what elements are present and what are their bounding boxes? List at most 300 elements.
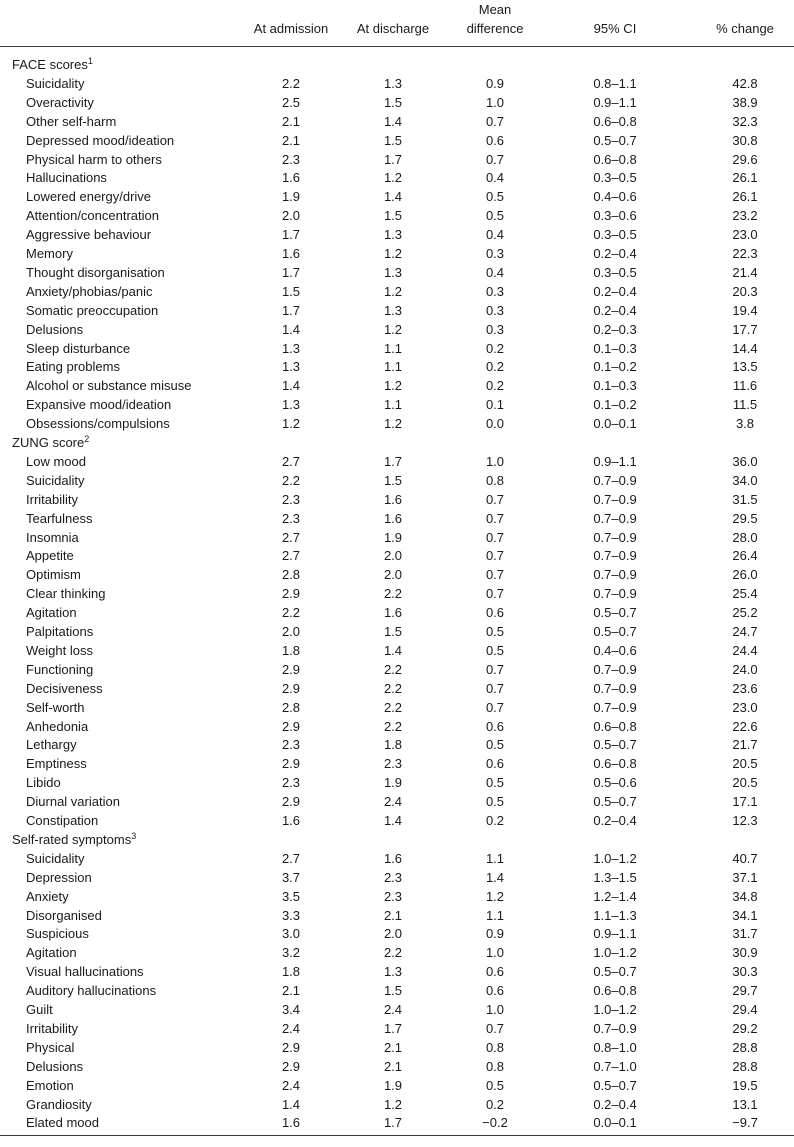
cell-mean-difference: 0.3	[485, 283, 505, 299]
row-label: Physical harm to others	[26, 151, 162, 167]
cell-at-admission: 2.9	[281, 718, 301, 734]
cell-mean-difference: 0.7	[485, 151, 505, 167]
cell-ci: 0.7–0.9	[593, 586, 637, 602]
row-label: Elated mood	[26, 1115, 99, 1131]
row-label: Memory	[26, 246, 73, 261]
cell-ci: 0.5–0.7	[593, 794, 637, 810]
table-row	[0, 320, 794, 339]
table-row	[0, 849, 794, 868]
cell-mean-difference: 0.6	[485, 983, 505, 999]
cell-pct-change: 20.3	[732, 283, 758, 299]
cell-at-admission: 2.1	[281, 113, 301, 129]
table-row	[0, 868, 794, 887]
cell-mean-difference: 1.2	[485, 888, 505, 904]
cell-ci: 0.7–0.9	[593, 567, 637, 583]
table-row	[0, 206, 794, 225]
cell-at-discharge: 2.1	[383, 907, 403, 923]
cell-at-admission: 2.1	[281, 132, 301, 148]
table-row	[0, 943, 794, 962]
cell-at-discharge: 1.6	[383, 605, 403, 621]
cell-at-admission: 3.7	[281, 869, 301, 885]
cell-mean-difference: 0.7	[485, 510, 505, 526]
cell-pct-change: 31.7	[732, 926, 758, 942]
table-header	[0, 0, 794, 46]
cell-mean-difference: 0.7	[485, 529, 505, 545]
cell-at-discharge: 1.3	[383, 302, 403, 318]
cell-ci: 0.5–0.7	[593, 132, 637, 148]
row-label: Palpitations	[26, 624, 94, 639]
cell-at-discharge: 2.3	[383, 869, 403, 885]
cell-ci: 0.2–0.4	[593, 283, 637, 299]
row-label: Delusions	[26, 321, 84, 337]
cell-at-admission: 2.9	[281, 680, 301, 696]
cell-ci: 0.3–0.6	[593, 208, 637, 224]
cell-pct-change: 26.1	[732, 170, 758, 186]
cell-at-discharge: 1.7	[383, 1020, 403, 1036]
cell-at-discharge: 2.0	[383, 926, 403, 942]
cell-pct-change: 34.8	[732, 888, 758, 904]
cell-pct-change: 22.3	[732, 246, 758, 261]
row-label: Overactivity	[26, 94, 94, 110]
section-row	[0, 433, 794, 452]
cell-pct-change: 19.4	[732, 302, 758, 318]
cell-mean-difference: 0.8	[485, 1058, 505, 1074]
cell-mean-difference: 0.6	[485, 756, 505, 772]
table-row	[0, 565, 794, 584]
cell-mean-difference: 1.1	[485, 850, 505, 866]
footnote-marker: 3	[131, 830, 137, 841]
cell-mean-difference: 0.9	[485, 926, 505, 942]
cell-at-discharge: 1.1	[383, 340, 403, 356]
cell-at-discharge: 1.2	[383, 378, 403, 394]
cell-at-admission: 1.4	[281, 378, 301, 394]
cell-ci: 0.6–0.8	[593, 718, 637, 734]
table-row	[0, 93, 794, 112]
cell-pct-change: 42.8	[732, 75, 758, 91]
cell-mean-difference: 0.7	[485, 1020, 505, 1036]
cell-at-admission: 2.8	[281, 567, 301, 583]
cell-mean-difference: 0.5	[485, 794, 505, 810]
cell-mean-difference: 0.5	[485, 624, 505, 639]
cell-at-discharge: 2.2	[383, 718, 403, 734]
bottom-rule	[0, 1135, 794, 1136]
row-label: Depressed mood/ideation	[26, 132, 175, 148]
row-label: Thought disorganisation	[26, 264, 165, 280]
cell-at-admission: 2.3	[281, 491, 301, 507]
cell-at-discharge: 2.2	[383, 945, 403, 961]
table-row	[0, 641, 794, 660]
cell-ci: 0.5–0.7	[593, 737, 637, 753]
cell-at-admission: 2.0	[281, 624, 301, 639]
cell-mean-difference: 0.2	[485, 359, 505, 375]
cell-pct-change: 20.5	[732, 775, 758, 791]
cell-at-discharge: 1.2	[383, 170, 403, 186]
row-label: Eating problems	[26, 359, 120, 375]
table-row	[0, 698, 794, 717]
cell-mean-difference: 0.7	[485, 661, 505, 677]
cell-ci: 0.3–0.5	[593, 227, 637, 243]
cell-mean-difference: 0.1	[485, 397, 505, 413]
row-label: Libido	[26, 775, 61, 791]
table-row	[0, 679, 794, 698]
row-label: Other self-harm	[26, 113, 117, 129]
cell-at-discharge: 2.2	[383, 661, 403, 677]
cell-ci: 0.6–0.8	[593, 756, 637, 772]
row-label: Tearfulness	[26, 510, 93, 526]
table-row	[0, 603, 794, 622]
header-ci: 95% CI	[593, 21, 637, 36]
cell-ci: 0.2–0.4	[593, 813, 637, 828]
row-label: Suicidality	[26, 850, 85, 866]
cell-pct-change: 31.5	[732, 491, 758, 507]
table-row	[0, 1019, 794, 1038]
cell-at-admission: 1.6	[281, 813, 301, 828]
cell-at-admission: 2.7	[281, 850, 301, 866]
cell-mean-difference: 0.8	[485, 1039, 505, 1055]
row-label: Irritability	[26, 491, 79, 507]
row-label: Sleep disturbance	[26, 340, 131, 356]
cell-mean-difference: 0.7	[485, 548, 505, 564]
cell-at-discharge: 1.6	[383, 510, 403, 526]
cell-at-admission: 1.7	[281, 227, 301, 243]
table-row	[0, 584, 794, 603]
cell-mean-difference: 0.7	[485, 680, 505, 696]
cell-pct-change: 26.1	[732, 189, 758, 205]
cell-ci: 1.2–1.4	[593, 888, 637, 904]
row-label: Anxiety	[26, 888, 69, 904]
cell-ci: 1.3–1.5	[593, 869, 637, 885]
cell-ci: 0.2–0.4	[593, 246, 637, 261]
cell-pct-change: 23.6	[732, 680, 758, 696]
cell-at-admission: 2.7	[281, 453, 301, 469]
cell-at-discharge: 1.5	[383, 472, 403, 488]
cell-at-admission: 2.7	[281, 529, 301, 545]
cell-pct-change: 14.4	[732, 340, 758, 356]
cell-at-discharge: 1.5	[383, 624, 403, 639]
cell-at-admission: 1.6	[281, 1115, 301, 1131]
cell-at-discharge: 1.2	[383, 246, 403, 261]
cell-pct-change: 34.0	[732, 472, 758, 488]
section-row	[0, 55, 794, 74]
cell-at-discharge: 1.7	[383, 1115, 403, 1131]
cell-at-discharge: 1.8	[383, 737, 403, 753]
cell-at-admission: 1.5	[281, 283, 301, 299]
row-label: Anhedonia	[26, 718, 89, 734]
cell-ci: 1.0–1.2	[593, 1002, 637, 1017]
cell-mean-difference: 0.7	[485, 567, 505, 583]
cell-at-admission: 2.9	[281, 1058, 301, 1074]
table-row	[0, 509, 794, 528]
section-title-text: FACE scores	[12, 57, 88, 72]
cell-mean-difference: 1.0	[485, 453, 505, 469]
cell-at-admission: 2.2	[281, 472, 301, 488]
table-row	[0, 376, 794, 395]
table-row	[0, 1038, 794, 1057]
cell-mean-difference: 0.7	[485, 113, 505, 129]
cell-at-admission: 2.9	[281, 1039, 301, 1055]
section-title	[12, 55, 93, 74]
cell-ci: 0.7–0.9	[593, 548, 637, 564]
cell-at-admission: 2.8	[281, 699, 301, 715]
table-row	[0, 1095, 794, 1114]
cell-at-admission: 3.5	[281, 888, 301, 904]
cell-at-discharge: 1.5	[383, 208, 403, 224]
cell-mean-difference: 0.0	[485, 416, 505, 432]
cell-at-admission: 3.0	[281, 926, 301, 942]
cell-pct-change: 24.7	[732, 624, 758, 639]
cell-pct-change: 26.4	[732, 548, 758, 564]
cell-at-discharge: 1.4	[383, 642, 403, 658]
cell-pct-change: 17.1	[732, 794, 758, 810]
cell-at-discharge: 1.4	[383, 113, 403, 129]
table-row	[0, 1000, 794, 1019]
cell-pct-change: 11.5	[732, 397, 758, 413]
cell-ci: 0.2–0.4	[593, 302, 637, 318]
cell-pct-change: 29.7	[732, 983, 758, 999]
cell-at-admission: 1.3	[281, 397, 301, 413]
row-label: Agitation	[26, 605, 77, 621]
cell-at-admission: 2.5	[281, 94, 301, 110]
cell-at-admission: 2.9	[281, 661, 301, 677]
table-row	[0, 490, 794, 509]
cell-mean-difference: 0.8	[485, 472, 505, 488]
cell-at-admission: 2.3	[281, 775, 301, 791]
cell-at-discharge: 1.9	[383, 529, 403, 545]
cell-pct-change: 26.0	[732, 567, 758, 583]
cell-at-admission: 1.7	[281, 264, 301, 280]
row-label: Expansive mood/ideation	[26, 397, 172, 413]
cell-mean-difference: 0.2	[485, 340, 505, 356]
cell-at-discharge: 2.0	[383, 567, 403, 583]
cell-mean-difference: 0.2	[485, 813, 505, 828]
cell-mean-difference: 0.6	[485, 132, 505, 148]
cell-at-discharge: 1.7	[383, 453, 403, 469]
cell-pct-change: 20.5	[732, 756, 758, 772]
table-row	[0, 887, 794, 906]
cell-ci: 0.0–0.1	[593, 1115, 637, 1131]
cell-mean-difference: 0.5	[485, 1077, 505, 1093]
cell-at-admission: 1.2	[281, 416, 301, 432]
cell-mean-difference: 0.4	[485, 170, 505, 186]
table-row	[0, 962, 794, 981]
cell-at-admission: 2.7	[281, 548, 301, 564]
row-label: Self-worth	[26, 699, 85, 715]
row-label: Agitation	[26, 945, 77, 961]
cell-pct-change: 11.6	[732, 378, 758, 394]
cell-pct-change: 40.7	[732, 850, 758, 866]
cell-at-discharge: 2.3	[383, 756, 403, 772]
cell-pct-change: 32.3	[732, 113, 758, 129]
cell-ci: 0.1–0.3	[593, 340, 637, 356]
cell-mean-difference: 0.5	[485, 737, 505, 753]
cell-at-admission: 1.3	[281, 359, 301, 375]
row-label: Lethargy	[26, 737, 77, 753]
table-row	[0, 244, 794, 263]
section-row	[0, 830, 794, 849]
cell-mean-difference: 1.0	[485, 945, 505, 961]
table-row	[0, 1057, 794, 1076]
cell-at-admission: 1.9	[281, 189, 301, 205]
cell-mean-difference: 0.4	[485, 227, 505, 243]
cell-at-admission: 1.6	[281, 246, 301, 261]
cell-ci: 0.4–0.6	[593, 189, 637, 205]
table-row	[0, 528, 794, 547]
cell-pct-change: 28.8	[732, 1058, 758, 1074]
header-at-discharge: At discharge	[356, 21, 430, 36]
cell-ci: 0.9–1.1	[593, 94, 637, 110]
cell-pct-change: 30.8	[732, 132, 758, 148]
cell-ci: 0.7–0.9	[593, 529, 637, 545]
cell-mean-difference: 1.4	[485, 869, 505, 885]
cell-ci: 0.4–0.6	[593, 642, 637, 658]
cell-pct-change: 22.6	[732, 718, 758, 734]
cell-ci: 0.0–0.1	[593, 416, 637, 432]
cell-pct-change: 28.0	[732, 529, 758, 545]
table-row	[0, 357, 794, 376]
cell-at-admission: 1.8	[281, 642, 301, 658]
cell-mean-difference: 0.4	[485, 264, 505, 280]
cell-mean-difference: 0.9	[485, 75, 505, 91]
cell-mean-difference: 0.6	[485, 718, 505, 734]
cell-pct-change: 12.3	[732, 813, 758, 828]
cell-ci: 0.9–1.1	[593, 926, 637, 942]
table-row	[0, 225, 794, 244]
cell-pct-change: 29.4	[732, 1002, 758, 1017]
cell-pct-change: 23.0	[732, 699, 758, 715]
row-label: Lowered energy/drive	[26, 189, 152, 205]
cell-at-admission: 1.4	[281, 321, 301, 337]
cell-at-admission: 1.3	[281, 340, 301, 356]
cell-ci: 0.7–0.9	[593, 491, 637, 507]
cell-ci: 0.6–0.8	[593, 113, 637, 129]
row-label: Suicidality	[26, 472, 85, 488]
header-mean: Mean	[478, 2, 512, 17]
cell-ci: 1.1–1.3	[593, 907, 637, 923]
cell-at-admission: 2.9	[281, 586, 301, 602]
cell-ci: 0.5–0.7	[593, 964, 637, 980]
cell-at-admission: 2.4	[281, 1077, 301, 1093]
cell-at-admission: 1.6	[281, 170, 301, 186]
row-label: Irritability	[26, 1020, 79, 1036]
cell-pct-change: 24.0	[732, 661, 758, 677]
cell-at-discharge: 1.3	[383, 264, 403, 280]
cell-ci: 1.0–1.2	[593, 850, 637, 866]
cell-pct-change: 21.4	[732, 264, 758, 280]
row-label: Clear thinking	[26, 586, 106, 602]
footnote-marker: 2	[84, 434, 90, 444]
cell-at-discharge: 2.2	[383, 586, 403, 602]
cell-ci: 0.6–0.8	[593, 983, 637, 999]
cell-pct-change: 37.1	[732, 869, 758, 885]
cell-mean-difference: −0.2	[482, 1115, 508, 1131]
row-label: Suicidality	[26, 75, 85, 91]
cell-ci: 0.1–0.3	[593, 378, 637, 394]
row-label: Disorganised	[26, 907, 102, 923]
cell-at-admission: 1.8	[281, 964, 301, 980]
cell-mean-difference: 0.7	[485, 699, 505, 715]
cell-pct-change: 25.4	[732, 586, 758, 602]
section-title	[12, 830, 136, 849]
table-row	[0, 395, 794, 414]
table-row	[0, 906, 794, 925]
table-row	[0, 471, 794, 490]
cell-at-discharge: 1.9	[383, 775, 403, 791]
cell-at-discharge: 1.2	[383, 1096, 403, 1112]
cell-pct-change: 29.2	[732, 1020, 758, 1036]
cell-at-admission: 2.4	[281, 1020, 301, 1036]
cell-at-discharge: 1.5	[383, 94, 403, 110]
cell-ci: 0.5–0.7	[593, 1077, 637, 1093]
cell-ci: 0.7–0.9	[593, 472, 637, 488]
cell-at-admission: 2.3	[281, 151, 301, 167]
cell-ci: 0.1–0.2	[593, 397, 637, 413]
cell-at-discharge: 2.4	[383, 794, 403, 810]
cell-pct-change: 24.4	[732, 642, 758, 658]
cell-pct-change: 13.1	[732, 1096, 758, 1112]
table-row	[0, 773, 794, 792]
cell-at-discharge: 1.1	[383, 397, 403, 413]
row-label: Hallucinations	[26, 170, 107, 186]
row-label: Optimism	[26, 567, 81, 583]
cell-at-discharge: 1.3	[383, 964, 403, 980]
row-label: Attention/concentration	[26, 208, 159, 224]
cell-ci: 0.7–0.9	[593, 680, 637, 696]
cell-ci: 0.9–1.1	[593, 453, 637, 469]
cell-at-discharge: 2.4	[383, 1002, 403, 1017]
cell-mean-difference: 0.7	[485, 586, 505, 602]
cell-mean-difference: 1.0	[485, 94, 505, 110]
cell-at-discharge: 1.5	[383, 983, 403, 999]
cell-ci: 0.2–0.3	[593, 321, 637, 337]
table-row	[0, 546, 794, 565]
table-row	[0, 414, 794, 433]
table-row	[0, 282, 794, 301]
table-row	[0, 301, 794, 320]
table-row	[0, 660, 794, 679]
cell-mean-difference: 1.1	[485, 907, 505, 923]
table-row	[0, 811, 794, 830]
cell-at-discharge: 1.9	[383, 1077, 403, 1093]
cell-ci: 0.6–0.8	[593, 151, 637, 167]
cell-at-admission: 2.2	[281, 605, 301, 621]
row-label: Depression	[26, 869, 92, 885]
row-label: Aggressive behaviour	[26, 227, 152, 243]
section-title-text: Self-rated symptoms	[12, 831, 132, 847]
row-label: Alcohol or substance misuse	[26, 378, 192, 394]
table-row	[0, 74, 794, 93]
row-label: Low mood	[26, 453, 86, 469]
cell-pct-change: 38.9	[732, 94, 758, 110]
cell-mean-difference: 0.6	[485, 605, 505, 621]
cell-mean-difference: 0.5	[485, 775, 505, 791]
table-row	[0, 792, 794, 811]
cell-at-discharge: 1.5	[383, 132, 403, 148]
cell-at-discharge: 1.6	[383, 491, 403, 507]
cell-at-admission: 2.1	[281, 983, 301, 999]
cell-pct-change: 19.5	[732, 1077, 758, 1093]
table-row	[0, 735, 794, 754]
cell-pct-change: 25.2	[732, 605, 758, 621]
cell-ci: 0.7–0.9	[593, 1020, 637, 1036]
cell-ci: 0.7–0.9	[593, 699, 637, 715]
row-label: Suspicious	[26, 926, 89, 942]
cell-at-discharge: 1.2	[383, 416, 403, 432]
table-row	[0, 112, 794, 131]
cell-ci: 0.1–0.2	[593, 359, 637, 375]
cell-ci: 0.7–1.0	[593, 1058, 637, 1074]
cell-at-admission: 1.7	[281, 302, 301, 318]
header-pct-change: % change	[716, 21, 774, 36]
